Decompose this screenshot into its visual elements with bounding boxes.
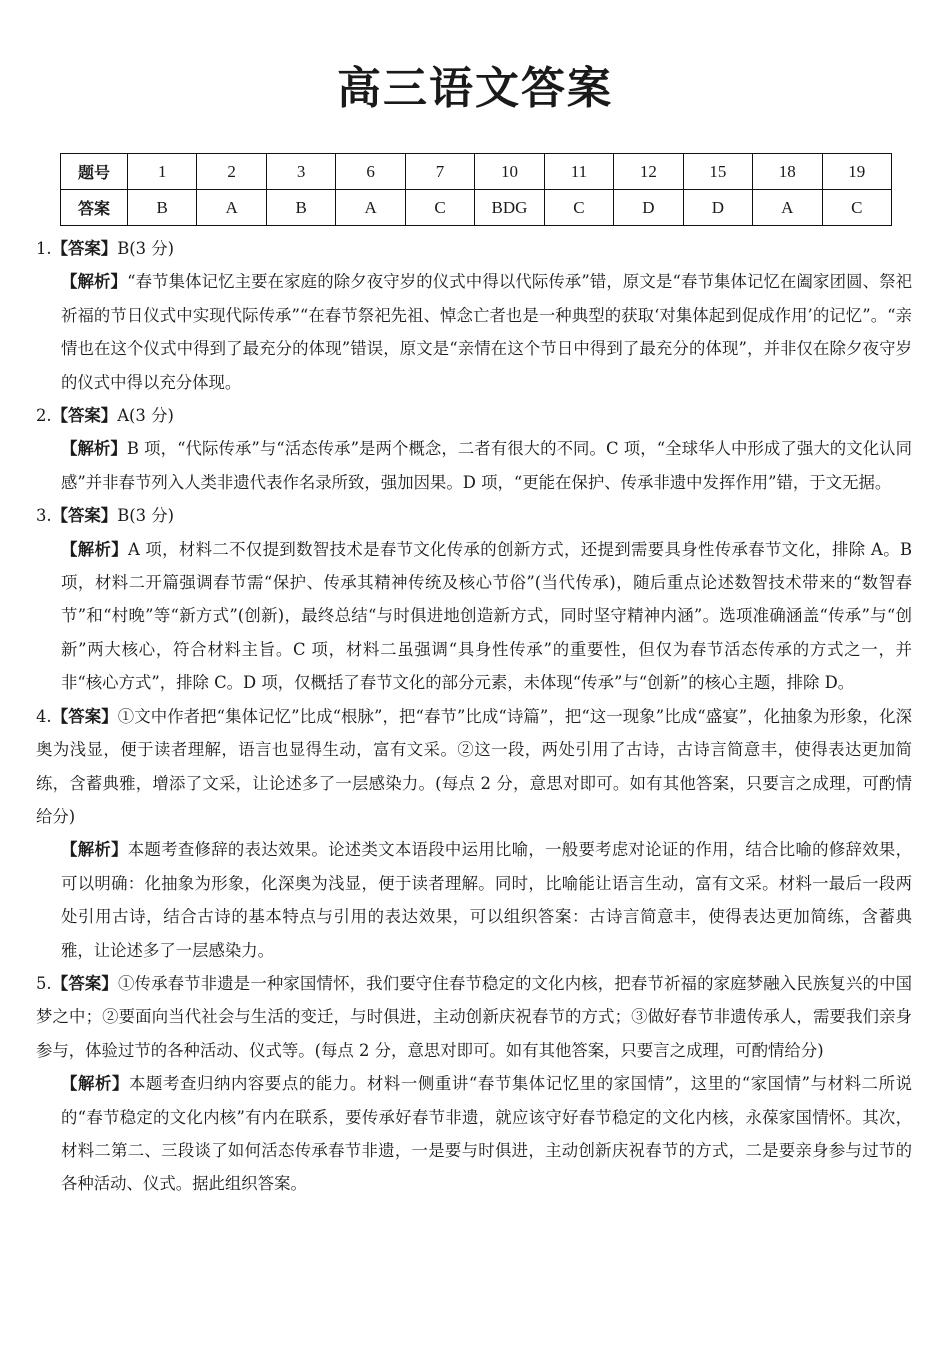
table-cell-answer: C (822, 190, 891, 226)
table-cell-number: 6 (336, 154, 405, 190)
table-cell-answer: B (266, 190, 335, 226)
question-answer (36, 967, 912, 1067)
question-number: 3. (36, 506, 52, 526)
answer-tag: 【答案】 (51, 973, 118, 993)
answer-text: A(3 分) (117, 406, 174, 426)
answer-text: B(3 分) (117, 239, 175, 258)
analysis-tag: 【解析】 (61, 840, 128, 860)
table-cell-answer: C (544, 190, 613, 226)
table-row-answers (61, 190, 892, 226)
answer-tag: 【答案】 (51, 406, 118, 426)
table-cell-number: 3 (266, 154, 335, 190)
table-cell-answer: D (683, 190, 752, 226)
table-cell-number: 10 (475, 154, 544, 190)
question-answer (36, 399, 912, 432)
table-cell-number: 1 (128, 154, 197, 190)
table-cell-number: 19 (822, 154, 891, 190)
answer-tag: 【答案】 (51, 506, 118, 526)
analysis-tag: 【解析】 (61, 1074, 129, 1094)
table-row-numbers (61, 154, 892, 190)
answer-text: B(3 分) (117, 506, 175, 526)
table-cell-number: 12 (614, 154, 683, 190)
answer-explanations (36, 232, 912, 1201)
analysis-text: “春节集体记忆主要在家庭的除夕夜守岁的仪式中得以代际传承”错，原文是“春节集体记忆在阖家团圆、祭祀祈福的节日仪式中实现代际传承”“在春节祭祀先祖、悼念亡者也是一种典型的获取‘对集体起到促成作用’的记忆”。“亲情也在这个仪式中得到了最充分的体现”错误，原文是“亲情在这个节日中得到了最充分的体现”，并非仅在除夕夜守岁的仪式中得以充分体现。 (61, 272, 913, 392)
table-cell-number: 18 (753, 154, 822, 190)
question-analysis (36, 833, 912, 967)
question-analysis (36, 533, 912, 700)
table-cell-number: 2 (197, 154, 266, 190)
analysis-text: 本题考查归纳内容要点的能力。材料一侧重讲“春节集体记忆里的家国情”，这里的“家国情”与材料二所说的“春节稳定的文化内核”有内在联系，要传承好春节非遗，就应该守好春节稳定的文化内核，永葆家国情怀。其次，材料二第二、三段谈了如何活态传承春节非遗，一是要与时俱进，主动创新庆祝春节的方式，二是要亲身参与过节的各种活动、仪式。据此组织答案。 (61, 1074, 913, 1194)
table-header-numbers: 题号 (61, 154, 128, 190)
answer-text: ①文中作者把“集体记忆”比成“根脉”，把“春节”比成“诗篇”，把“这一现象”比成“盛宴”，化抽象为形象，化深奥为浅显，便于读者理解，语言也显得生动，富有文采。②这一段，两处引用了古诗，古诗言简意丰，使得表达更加简练，含蓄典雅，增添了文采，让论述多了一层感染力。(每点 2 分，意思对即可。如有其他答案，只要言之成理，可酌情给分) (36, 706, 913, 826)
question-answer (36, 232, 912, 265)
question-number: 1. (36, 239, 52, 258)
table-cell-number: 7 (405, 154, 474, 190)
answer-text: ①传承春节非遗是一种家国情怀，我们要守住春节稳定的文化内核，把春节祈福的家庭梦融入民族复兴的中国梦之中；②要面向当代社会与生活的变迁，与时俱进，主动创新庆祝春节的方式；③做好春节非遗传承人，需要我们亲身参与，体验过节的各种活动、仪式等。(每点 2 分，意思对即可。如有其他答案，只要言之成理，可酌情给分) (36, 973, 913, 1060)
table-cell-answer: A (197, 190, 266, 226)
analysis-text: A 项，材料二不仅提到数智技术是春节文化传承的创新方式，还提到需要具身性传承春节文化，排除 A。B 项，材料二开篇强调春节需“保护、传承其精神传统及核心节俗”(当代传承)，随后重点论述数智技术带来的“数智春节”和“村晚”等“新方式”(创新)，最终总结“与时俱进地创造新方式，同时坚守精神内涵”。选项准确涵盖“传承”与“创新”两大核心，符合材料主旨。C 项，材料二虽强调“具身性传承”的重要性，但仅为春节活态传承的方式之一，并非“核心方式”，排除 C。D 项，仅概括了春节文化的部分元素，未体现“传承”与“创新”的核心主题，排除 D。 (61, 539, 912, 693)
table-cell-answer: B (128, 190, 197, 226)
answer-tag: 【答案】 (51, 239, 118, 258)
answer-table (60, 153, 892, 226)
analysis-tag: 【解析】 (61, 272, 128, 292)
page-title: 高三语文答案 (337, 63, 613, 114)
question-number: 2. (36, 406, 52, 426)
analysis-tag: 【解析】 (61, 439, 127, 459)
analysis-tag: 【解析】 (61, 539, 128, 559)
question-number: 5. (36, 973, 52, 993)
table-cell-answer: C (405, 190, 474, 226)
table-cell-answer: BDG (475, 190, 544, 226)
table-cell-number: 15 (683, 154, 752, 190)
table-cell-number: 11 (544, 154, 613, 190)
table-cell-answer: A (753, 190, 822, 226)
table-cell-answer: D (614, 190, 683, 226)
analysis-text: 本题考查修辞的表达效果。论述类文本语段中运用比喻，一般要考虑对论证的作用，结合比喻的修辞效果，可以明确：化抽象为形象，化深奥为浅显，便于读者理解。同时，比喻能让语言生动，富有文采。材料一最后一段两处引用古诗，结合古诗的基本特点与引用的表达效果，可以组织答案：古诗言简意丰，使得表达更加简练，含蓄典雅，让论述多了一层感染力。 (61, 840, 913, 960)
question-answer (36, 700, 912, 834)
question-analysis (36, 265, 912, 399)
answer-tag: 【答案】 (51, 706, 118, 726)
table-cell-answer: A (336, 190, 405, 226)
table-header-answers: 答案 (61, 190, 128, 226)
question-number: 4. (36, 706, 52, 726)
question-analysis (36, 432, 912, 499)
analysis-text: B 项，“代际传承”与“活态传承”是两个概念，二者有很大的不同。C 项，“全球华人中形成了强大的文化认同感”并非春节列入人类非遗代表作名录所致，强加因果。D 项，“更能在保护、传承非遗中发挥作用”错，于文无据。 (61, 439, 913, 492)
question-answer (36, 499, 912, 532)
question-analysis (36, 1067, 912, 1201)
